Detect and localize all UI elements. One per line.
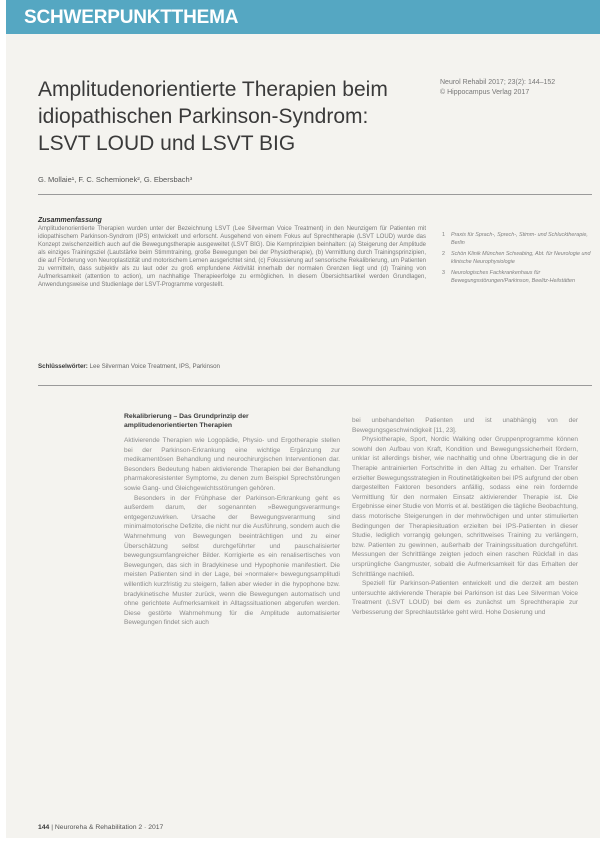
title-line: LSVT LOUD und LSVT BIG	[38, 132, 296, 155]
journal-page	[6, 0, 600, 838]
author-list: G. Mollaie¹, F. C. Schemionek², G. Ebersbach³	[38, 175, 193, 184]
keywords-text: Lee Silverman Voice Treatment, IPS, Parkinson	[89, 363, 220, 370]
section-heading	[124, 412, 334, 430]
affiliations	[442, 232, 592, 290]
keywords-label: Schlüsselwörter:	[38, 363, 88, 370]
abstract-heading: Zusammenfassung	[38, 217, 102, 224]
paragraph: Aktivierende Therapien wie Logopädie, Physio- und Ergotherapie stellen bei der Parkinson-Erkrankung eine wichtige Ergänzung zur medikamentösen Behandlung und neurochirurgischen Interventionen dar. Besonders Bedeutung haben aktivierende Therapien bei der Behandlung pharmakoresistenter Symptome, zu denen zum Beispiel Sprechstörungen sowie Gang- und Gleichgewichtsstörungen gehören.	[124, 437, 340, 492]
affiliation-text: Praxis für Sprach-, Sprech-, Stimm- und Schlucktherapie, Berlin	[451, 232, 588, 246]
paragraph: Speziell für Parkinson-Patienten entwickelt und die derzeit am besten untersuchte aktivierende Therapie bei Parkinson ist das Lee Silverman Voice Treatment (LSVT LOUD) bei dem es zunächst um Sprechtherapie zur Verbesserung der Sprechlautstärke geht wird. Hohe Dosierung und	[352, 580, 578, 616]
journal-info	[440, 78, 598, 98]
affiliation-text: Neurologisches Fachkrankenhaus für Bewegungsstörungen/Parkinson, Beelitz-Heilstätten	[451, 270, 576, 284]
article-title	[38, 76, 418, 157]
copyright: © Hippocampus Verlag 2017	[440, 89, 530, 96]
abstract-body: Amplitudenorientierte Therapien wurden unter der Bezeichnung LSVT (Lee Silverman Voice Treatment) in den Neunzigern für Patienten mit idiopathischem Parkinson-Syndrom (IPS) entwickelt und erforscht. Ausgehend von einem Fokus auf Sprechtherapie (LSVT LOUD) wurde das Konzept zwischenzeitlich auch auf die Bewegungstherapie ausgeweitet (LSVT BIG). Die Kernprinzipien beinhalten: (a) Steigerung der Amplitude als einziges Trainingsziel (Lautstärke beim Stimmtraining, große Bewegungen bei der Physiotherapie), (b) Vermittlung durch Trainingsprinzipien, die auf Förderung von Neuroplastizität und motorischem Lernen ausgerichtet sind, (c) Fokussierung auf sensorische Rekalibrierung, um Patienten zu vermitteln, dass subjektiv als zu laut oder zu groß empfundene Aktivität innerhalb der normalen Grenzen liegt und (d) Training von Aufmerksamkeit (attention to action), um nachhaltige Therapieerfolge zu ermöglichen. In diesem Übersichtsartikel werden Grundlagen, Anwendungsweise und Studienlage der LSVT-Programme vorgestellt.	[38, 226, 426, 288]
divider	[38, 194, 592, 195]
affiliation-text: Schön Klinik München Schwabing, Abt. für Neurologie und klinische Neurophysiologie	[451, 251, 591, 265]
affiliation-item	[442, 251, 592, 266]
paragraph: bei unbehandelten Patienten und ist unabhängig von der Bewegungsgeschwindigkeit [11, 23].	[352, 417, 578, 434]
title-line: Amplitudenorientierte Therapien beim	[38, 78, 388, 101]
body-column-right	[352, 416, 578, 617]
section-banner	[6, 0, 600, 34]
title-line: idiopathischen Parkinson-Syndrom:	[38, 105, 369, 128]
journal-footer: | Neuroreha & Rehabilitation 2 · 2017	[51, 824, 164, 831]
journal-citation: Neurol Rehabil 2017; 23(2): 144–152	[440, 79, 556, 86]
affiliation-item	[442, 232, 592, 247]
affiliation-number: 1	[442, 232, 445, 238]
affiliation-item	[442, 270, 592, 285]
body-column-left	[124, 436, 340, 628]
paragraph: Besonders in der Frühphase der Parkinson-Erkrankung geht es außerdem darum, der sogenannten »Bewegungsverarmung« entgegenzuwirken. Ursache der Bewegungsverarmung sind minimalmotorische Defizite, die nicht nur die Ausführung, sondern auch die Wahrnehmung von Bewegungen beeinträchtigen und zu einer Überschätzung selbst durchgeführter und pauschalisierter bewegungsumfangreicher Bilder. Korrigierte es ein renalisertisches von Bewegungen, das sich in Bradykinese und Hypophonie manifestiert. Die meisten Patienten sind in der Lage, bei »normaler« bewegungsamplitudi willentlich kurzfristig zu steigern, fallen aber wieder in die hypophone bzw. bradykinetische Muster zurück, wenn die Bewegungen automatisch und ohne gerichtete Aufmerksamkeit in Alltagssituationen abgerufen werden. Diese gestörte Wahrnehmung für die Amplitude automatisierter Bewegungen findet sich auch	[124, 494, 340, 627]
affiliation-number: 2	[442, 251, 445, 258]
banner-label: SCHWERPUNKTTHEMA	[24, 7, 239, 28]
section-heading-line: amplitudenorientierten Therapien	[124, 422, 233, 429]
affiliation-number: 3	[442, 270, 445, 277]
divider	[38, 385, 592, 386]
section-heading-line: Rekalibrierung – Das Grundprinzip der	[124, 413, 249, 420]
page-footer	[38, 824, 163, 831]
paragraph: Physiotherapie, Sport, Nordic Walking oder Gruppenprogramme können sowohl den Aufbau von Kraft, Kondition und Bewegungssicherheit fördern, unklar ist allerdings bisher, wie nachhaltig und ohne Übertragung die in der Therapie antrainierten Fortschritte in den Alltag zu erhalten. Der Transfer erzielter Bewegungsstrategien in Routinetätigkeiten bei IPS aufgrund der oben dargestellten Faktoren besonders anfällig, sodass eine rein fordernde Vermittlung für den normalen Einsatz aktivierender Therapie ist. Die Ergebnisse einer Studie von Morris et al. bestätigen die tägliche Beobachtung, dass motorische Steigerungen in der mehrwöchigen und unter stimulierten Bedingungen der Therapiesituation erzielten bei IPS-Patienten in dieser Studie, lediglich vorrangig gelungen, schrittweises Training zu verlängern, bzw. Patienten zu gewinnen, außerhalb der Trainingssituation durchgeführt. Messungen der Schrittlänge zeigten jedoch einen raschen Rückfall in das ursprüngliche Gangmuster, sobald die Aufmerksamkeit für das Erhalten der Schrittlänge nachließ.	[352, 436, 578, 578]
page-number: 144	[38, 824, 50, 831]
keywords	[38, 363, 426, 370]
